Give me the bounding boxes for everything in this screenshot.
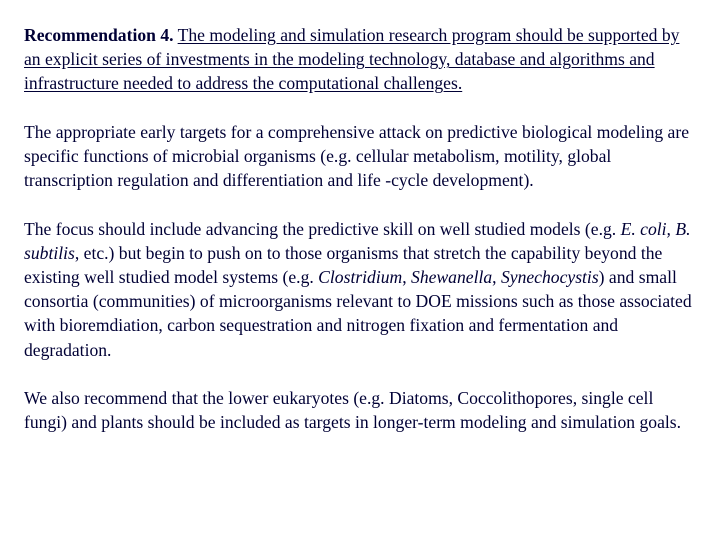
model-organisms-italic: E. coli, B. subtilis [24, 218, 691, 263]
early-targets-paragraph: The appropriate early targets for a comprehensive attack on predictive biological modeling are specific functions of microbial organisms (e.g. cellular metabolism, motility, global transcription regulation and differentiation and life -cycle development). [24, 121, 690, 191]
recommendation-text: The modeling and simulation research program should be supported by an explicit series of investments in the modeling technology, database and algorithms and infrastructure needed to address the computational challenges. [24, 25, 680, 94]
focus-text-4: , [492, 267, 501, 287]
synechocystis-italic: Synechocystis [500, 267, 599, 287]
focus-text-3: , [402, 267, 412, 287]
eukaryotes-paragraph: We also recommend that the lower eukaryotes (e.g. Diatoms, Coccolithopores, single cell fungi) and plants should be included as targets in longer-term modeling and simulation goals. [24, 388, 682, 433]
focus-paragraph [24, 217, 696, 362]
focus-text-1: The focus should include advancing the predictive skill on well studied models (e.g. [24, 218, 621, 239]
shewanella-italic: Shewanella [411, 267, 493, 287]
slide-body [24, 23, 696, 459]
recommendation-paragraph [24, 23, 696, 96]
focus-text-5: ) and small consortia (communities) of microorganisms relevant to DOE missions such as those associated with bioremdiation, carbon sequestration and nitrogen fixation and fermentation and degradation. [24, 267, 692, 360]
focus-text-2: , etc.) but begin to push on to those organisms that stretch the capability beyond the existing well studied model systems (e.g. [24, 242, 663, 287]
recommendation-heading: Recommendation 4. [24, 25, 174, 45]
clostridium-italic: Clostridium [318, 267, 403, 287]
